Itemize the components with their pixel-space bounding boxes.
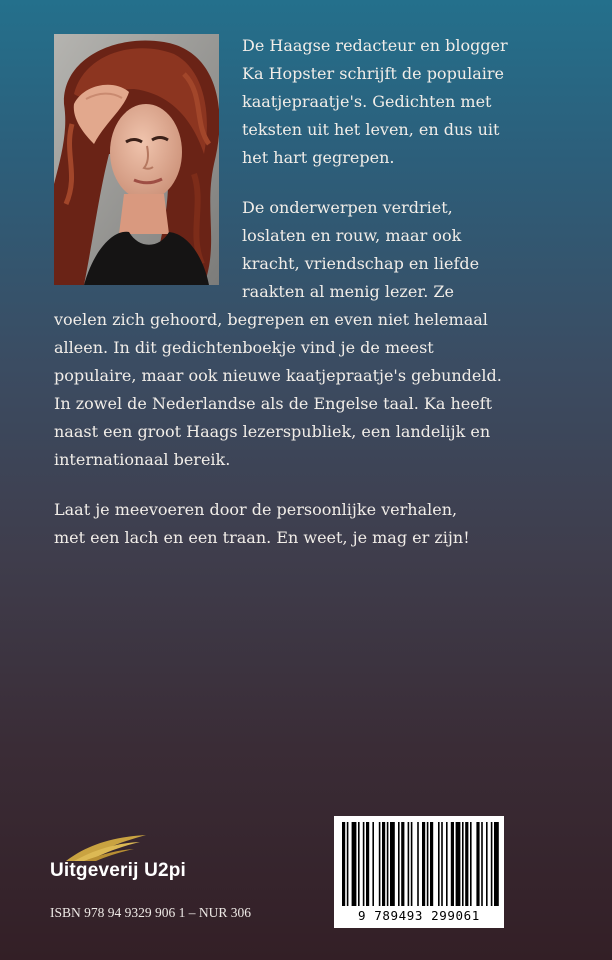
barcode-bar bbox=[427, 822, 429, 906]
blurb-line: met een lach en een traan. En weet, je mag er zijn! bbox=[54, 528, 470, 547]
barcode-bar bbox=[398, 822, 400, 906]
isbn-nur-line: ISBN 978 94 9329 906 1 – NUR 306 bbox=[50, 905, 252, 920]
blurb-line: voelen zich gehoord, begrepen en even niet helemaal bbox=[54, 310, 488, 329]
barcode-bar bbox=[352, 822, 357, 906]
barcode-bar bbox=[491, 822, 493, 906]
barcode-bar bbox=[379, 822, 381, 906]
barcode-bar bbox=[430, 822, 433, 906]
blurb-line: kaatjepraatje's. Gedichten met bbox=[242, 92, 492, 111]
barcode-bar bbox=[372, 822, 374, 906]
barcode-bar bbox=[481, 822, 483, 906]
blurb-line: naast een groot Haags lezerspubliek, een landelijk en bbox=[54, 422, 491, 441]
isbn-barcode bbox=[334, 816, 504, 928]
blurb-line: kracht, vriendschap en liefde bbox=[242, 254, 480, 273]
blurb-paragraph-2 bbox=[242, 194, 479, 306]
barcode-bar bbox=[382, 822, 385, 906]
barcode-bar bbox=[462, 822, 464, 906]
blurb-line: het hart gegrepen. bbox=[242, 148, 395, 167]
barcode-bar bbox=[456, 822, 461, 906]
blurb-line: alleen. In dit gedichtenboekje vind je de meest bbox=[54, 338, 434, 357]
barcode-bar bbox=[476, 822, 479, 906]
barcode-bar bbox=[390, 822, 395, 906]
blurb-line: internationaal bereik. bbox=[54, 450, 231, 469]
barcode-bar bbox=[342, 822, 345, 906]
blurb-line: De onderwerpen verdriet, bbox=[242, 198, 453, 217]
barcode-bar bbox=[347, 822, 349, 906]
barcode-bar bbox=[366, 822, 369, 906]
blurb-line: Ka Hopster schrijft de populaire bbox=[242, 64, 504, 83]
barcode-bar bbox=[401, 822, 404, 906]
barcode-bar bbox=[451, 822, 454, 906]
barcode-bar bbox=[465, 822, 468, 906]
blurb-line: populaire, maar ook nieuwe kaatjepraatje's gebundeld. bbox=[54, 366, 502, 385]
barcode-bar bbox=[486, 822, 488, 906]
blurb-paragraph-1 bbox=[242, 32, 508, 172]
publisher-name: Uitgeverij U2pi bbox=[50, 860, 187, 881]
barcode-bar bbox=[441, 822, 443, 906]
author-photo bbox=[54, 34, 219, 285]
blurb-line: loslaten en rouw, maar ook bbox=[242, 226, 462, 245]
blurb-paragraph-3 bbox=[54, 496, 470, 552]
barcode-bar bbox=[494, 822, 499, 906]
barcode-digits: 9 789493 299061 bbox=[358, 908, 480, 923]
blurb-line: teksten uit het leven, en dus uit bbox=[242, 120, 500, 139]
blurb-line: In zowel de Nederlandse als de Engelse taal. Ka heeft bbox=[54, 394, 493, 413]
blurb-line: raakten al menig lezer. Ze bbox=[242, 282, 454, 301]
barcode-bar bbox=[358, 822, 360, 906]
barcode-bar bbox=[387, 822, 389, 906]
barcode-bar bbox=[408, 822, 410, 906]
barcode-bar bbox=[470, 822, 472, 906]
barcode-bar bbox=[411, 822, 413, 906]
blurb-line: De Haagse redacteur en blogger bbox=[242, 36, 508, 55]
barcode-bar bbox=[363, 822, 365, 906]
blurb-paragraph-2-continued bbox=[54, 306, 502, 474]
barcode-bar bbox=[422, 822, 425, 906]
barcode-bar bbox=[417, 822, 419, 906]
barcode-bar bbox=[438, 822, 440, 906]
blurb-line: Laat je meevoeren door de persoonlijke verhalen, bbox=[54, 500, 458, 519]
barcode-bar bbox=[446, 822, 448, 906]
